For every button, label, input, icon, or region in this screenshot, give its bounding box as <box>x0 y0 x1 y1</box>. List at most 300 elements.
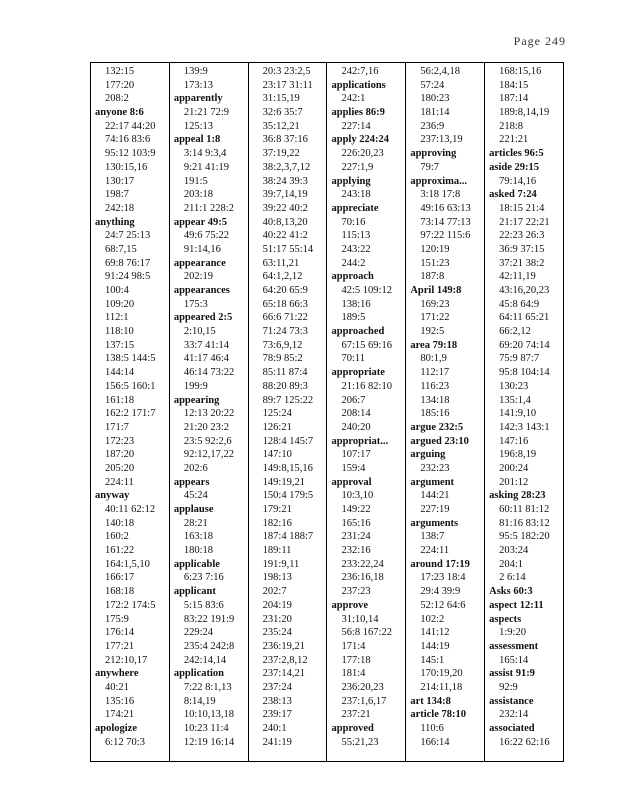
index-reference: 39:22 40:2 <box>262 202 308 214</box>
index-reference: 189:5 <box>341 312 366 324</box>
index-reference: 109:20 <box>105 298 135 310</box>
index-reference: 144:21 <box>420 490 450 502</box>
index-reference: 43:16,20,23 <box>499 285 550 296</box>
index-column-2 <box>169 63 248 761</box>
index-column-6 <box>484 63 563 761</box>
index-reference: 237:1,6,17 <box>341 695 387 707</box>
index-term: appearances <box>173 285 230 296</box>
index-reference: 164:1,5,10 <box>105 558 150 570</box>
index-reference: 149:8,15,16 <box>262 462 313 474</box>
index-reference: 177:20 <box>105 79 135 91</box>
index-reference: 151:23 <box>420 257 450 269</box>
index-reference: 185:16 <box>420 408 450 420</box>
index-term: appeared 2:5 <box>173 312 233 324</box>
index-term: arguments <box>410 517 459 529</box>
index-reference: 107:17 <box>341 449 371 461</box>
index-reference: 232:14 <box>499 709 529 721</box>
index-term: applies 86:9 <box>331 107 385 119</box>
index-reference: 128:4 145:7 <box>262 435 314 447</box>
index-reference: 161:18 <box>105 394 135 406</box>
index-reference: 149:22 <box>341 504 371 515</box>
index-reference: 3:14 9:3,4 <box>183 148 227 160</box>
index-term: argue 232:5 <box>410 421 464 433</box>
index-reference: 78:9 85:2 <box>262 353 303 365</box>
index-reference: 130:15,16 <box>105 161 148 173</box>
index-reference: 141:12 <box>420 627 450 639</box>
index-reference: 73:14 77:13 <box>420 216 471 228</box>
index-reference: 192:5 <box>420 326 445 338</box>
index-reference: 202:19 <box>183 271 213 283</box>
index-reference: 214:11,18 <box>420 681 463 693</box>
index-reference: 212:10,17 <box>105 654 148 666</box>
index-term: associated <box>489 723 535 734</box>
index-term: Asks 60:3 <box>489 586 533 598</box>
index-term: approving <box>410 148 457 160</box>
index-reference: 64:1,2,12 <box>262 271 303 283</box>
index-reference: 12:19 16:14 <box>183 736 235 748</box>
index-reference: 170:19,20 <box>420 668 463 680</box>
index-reference: 203:18 <box>183 189 213 201</box>
index-reference: 31:15,19 <box>262 93 300 105</box>
index-reference: 159:4 <box>341 462 366 474</box>
index-reference: 132:15 <box>105 66 135 77</box>
index-reference: 199:9 <box>183 380 208 392</box>
index-reference: 231:20 <box>262 613 292 625</box>
index-reference: 176:14 <box>105 627 135 639</box>
index-reference: 241:19 <box>262 736 292 748</box>
index-term: apologize <box>95 723 137 734</box>
index-reference: 9:21 41:19 <box>183 161 230 173</box>
index-reference: 187:14 <box>499 93 529 105</box>
index-term: arguing <box>410 449 446 461</box>
index-reference: 10:3,10 <box>341 490 374 502</box>
index-reference: 21:17 22:21 <box>499 216 550 228</box>
index-reference: 57:24 <box>420 79 445 91</box>
index-reference: 208:2 <box>105 93 129 105</box>
index-reference: 21:16 82:10 <box>341 380 392 392</box>
index-reference: 39:7,14,19 <box>262 189 308 201</box>
index-reference: 73:6,9,12 <box>262 339 303 351</box>
index-reference: 142:3 143:1 <box>499 421 550 433</box>
index-reference: 237:14,21 <box>262 668 305 680</box>
index-reference: 211:1 228:2 <box>183 202 234 214</box>
index-reference: 92:12,17,22 <box>183 449 234 461</box>
index-reference: 173:13 <box>183 79 213 91</box>
index-reference: 66:2,12 <box>499 326 531 338</box>
index-term: articles 96:5 <box>489 148 544 160</box>
index-term: anything <box>95 216 135 228</box>
index-reference: 40:22 41:2 <box>262 230 308 242</box>
index-reference: 141:9,10 <box>499 408 537 420</box>
index-reference: 33:7 41:14 <box>183 339 230 351</box>
index-reference: 12:13 20:22 <box>183 408 235 420</box>
index-reference: 36:8 37:16 <box>262 134 308 146</box>
index-reference: 236:19,21 <box>262 640 305 652</box>
index-reference: 56:2,4,18 <box>420 66 460 77</box>
index-reference: 80:1,9 <box>420 353 447 365</box>
index-reference: 49:6 75:22 <box>183 230 230 242</box>
index-reference: 232:16 <box>341 545 371 557</box>
index-reference: 37:21 38:2 <box>499 257 545 269</box>
index-reference: 64:20 65:9 <box>262 285 308 296</box>
index-reference: 226:20,23 <box>341 148 384 160</box>
index-reference: 125:24 <box>262 408 292 420</box>
index-reference: 20:3 23:2,5 <box>262 66 311 77</box>
index-reference: 18:15 21:4 <box>499 202 545 214</box>
index-term: applicable <box>173 558 220 570</box>
index-reference: 115:13 <box>341 230 371 242</box>
index-reference: 42:5 109:12 <box>341 285 392 296</box>
index-reference: 52:12 64:6 <box>420 599 466 611</box>
index-reference: 218:8 <box>499 120 524 132</box>
index-reference: 169:23 <box>420 298 450 310</box>
index-reference: 175:9 <box>105 613 129 625</box>
index-reference: 6:23 7:16 <box>183 572 224 584</box>
index-reference: 221:21 <box>499 134 529 146</box>
index-reference: 144:19 <box>420 640 450 652</box>
index-reference: 112:1 <box>105 312 129 324</box>
index-reference: 165:14 <box>499 654 529 666</box>
index-reference: 70:16 <box>341 216 366 228</box>
index-reference: 89:7 125:22 <box>262 394 314 406</box>
index-reference: 198:13 <box>262 572 292 584</box>
index-reference: 49:16 63:13 <box>420 202 471 214</box>
index-reference: 8:14,19 <box>183 695 216 707</box>
index-term: approve <box>331 599 369 611</box>
index-reference: 206:7 <box>341 394 366 406</box>
index-reference: 126:21 <box>262 421 292 433</box>
index-reference: 166:14 <box>420 736 450 748</box>
index-reference: 239:17 <box>262 709 292 721</box>
index-term: approxima... <box>410 175 468 187</box>
index-reference: 55:21,23 <box>341 736 379 748</box>
index-reference: 112:17 <box>420 367 450 379</box>
index-reference: 116:23 <box>420 380 450 392</box>
index-reference: 139:9 <box>183 66 208 77</box>
index-reference: 125:13 <box>183 120 213 132</box>
index-reference: 45:8 64:9 <box>499 298 540 310</box>
index-reference: 135:16 <box>105 695 135 707</box>
index-reference: 235:24 <box>262 627 292 639</box>
index-reference: 162:2 171:7 <box>105 408 156 420</box>
index-reference: 205:20 <box>105 462 135 474</box>
index-reference: 243:22 <box>341 243 371 255</box>
index-reference: 137:15 <box>105 339 135 351</box>
index-reference: 242:14,14 <box>183 654 227 666</box>
index-reference: 75:9 87:7 <box>499 353 540 365</box>
index-reference: 97:22 115:6 <box>420 230 471 242</box>
index-reference: 22:23 26:3 <box>499 230 545 242</box>
index-term: apparently <box>173 93 223 105</box>
index-reference: 187:20 <box>105 449 135 461</box>
index-reference: 243:18 <box>341 189 371 201</box>
index-reference: 60:11 81:12 <box>499 504 550 515</box>
index-term: anyone 8:6 <box>95 107 144 119</box>
index-reference: 68:7,15 <box>105 243 137 255</box>
index-reference: 51:17 55:14 <box>262 243 314 255</box>
index-reference: 177:18 <box>341 654 371 666</box>
index-reference: 224:11 <box>420 545 450 557</box>
index-reference: 69:20 74:14 <box>499 339 550 351</box>
index-term: assistance <box>489 695 534 707</box>
index-reference: 79:7 <box>420 161 439 173</box>
index-reference: 69:8 76:17 <box>105 257 151 269</box>
index-term: art 134:8 <box>410 695 451 707</box>
index-reference: 240:20 <box>341 421 371 433</box>
index-reference: 22:17 44:20 <box>105 120 156 132</box>
index-reference: 79:14,16 <box>499 175 537 187</box>
index-reference: 134:18 <box>420 394 450 406</box>
index-reference: 28:21 <box>183 517 208 529</box>
index-reference: 31:10,14 <box>341 613 379 625</box>
index-term: aspects <box>489 613 522 625</box>
index-reference: 187:8 <box>420 271 445 283</box>
index-term: asking 28:23 <box>489 490 546 502</box>
index-reference: 191:5 <box>183 175 208 187</box>
index-reference: 181:14 <box>420 107 450 119</box>
index-reference: 67:15 69:16 <box>341 339 392 351</box>
index-reference: 118:10 <box>105 326 134 338</box>
index-reference: 232:23 <box>420 462 450 474</box>
index-reference: 229:24 <box>183 627 213 639</box>
index-reference: 172:23 <box>105 435 135 447</box>
index-term: appropriat... <box>331 435 389 447</box>
index-reference: 171:4 <box>341 640 366 652</box>
index-reference: 231:24 <box>341 531 371 543</box>
index-term: appearance <box>173 257 226 269</box>
index-reference: 203:24 <box>499 545 529 557</box>
index-reference: 40:11 62:12 <box>105 504 156 515</box>
index-reference: 2:10,15 <box>183 326 216 338</box>
index-reference: 240:1 <box>262 723 287 734</box>
index-reference: 166:17 <box>105 572 135 584</box>
index-reference: 46:14 73:22 <box>183 367 235 379</box>
index-reference: 102:2 <box>420 613 445 625</box>
index-reference: 224:11 <box>105 476 134 488</box>
index-reference: 56:8 167:22 <box>341 627 392 639</box>
index-reference: 204:19 <box>262 599 292 611</box>
index-reference: 182:16 <box>262 517 292 529</box>
index-reference: 95:8 104:14 <box>499 367 550 379</box>
index-reference: 144:14 <box>105 367 135 379</box>
index-reference: 175:3 <box>183 298 208 310</box>
index-term: around 17:19 <box>410 558 470 570</box>
index-reference: 181:4 <box>341 668 366 680</box>
index-reference: 149:19,21 <box>262 476 305 488</box>
index-term: applicant <box>173 586 216 598</box>
index-reference: 138:5 144:5 <box>105 353 156 365</box>
index-term: anyway <box>95 490 130 502</box>
index-reference: 171:7 <box>105 421 129 433</box>
index-reference: 110:6 <box>420 723 444 734</box>
index-reference: 10:23 11:4 <box>183 723 229 734</box>
index-term: argument <box>410 476 455 488</box>
index-reference: 37:19,22 <box>262 148 300 160</box>
index-term: assist 91:9 <box>489 668 535 680</box>
index-reference: 3:18 17:8 <box>420 189 461 201</box>
index-reference: 180:18 <box>183 545 213 557</box>
index-term: April 149:8 <box>410 285 462 296</box>
index-term: application <box>173 668 225 680</box>
index-reference: 184:15 <box>499 79 529 91</box>
index-term: assessment <box>489 640 539 652</box>
index-term: applications <box>331 79 386 91</box>
index-reference: 1:9:20 <box>499 627 526 639</box>
index-term: appreciate <box>331 202 379 214</box>
index-reference: 42:11,19 <box>499 271 536 283</box>
index-reference: 161:22 <box>105 545 135 557</box>
index-reference: 208:14 <box>341 408 371 420</box>
index-term: article 78:10 <box>410 709 466 721</box>
index-reference: 36:9 37:15 <box>499 243 545 255</box>
index-column-3 <box>248 63 327 761</box>
index-reference: 32:6 35:7 <box>262 107 303 119</box>
index-reference: 237:23 <box>341 586 371 598</box>
index-reference: 168:15,16 <box>499 66 542 77</box>
index-reference: 236:9 <box>420 120 445 132</box>
index-reference: 21:21 72:9 <box>183 107 230 119</box>
index-column-4 <box>326 63 405 761</box>
index-reference: 91:14,16 <box>183 243 221 255</box>
index-term: applause <box>173 504 214 515</box>
index-reference: 45:24 <box>183 490 208 502</box>
index-reference: 145:1 <box>420 654 445 666</box>
index-reference: 242:7,16 <box>341 66 379 77</box>
index-reference: 95:12 103:9 <box>105 148 156 160</box>
index-reference: 237:21 <box>341 709 371 721</box>
index-reference: 227:1,9 <box>341 161 374 173</box>
index-reference: 95:5 182:20 <box>499 531 550 543</box>
index-term: appears <box>173 476 210 488</box>
index-reference: 198:7 <box>105 189 129 201</box>
index-reference: 88:20 89:3 <box>262 380 308 392</box>
index-reference: 140:18 <box>105 517 135 529</box>
index-reference: 138:7 <box>420 531 445 543</box>
index-reference: 85:11 87:4 <box>262 367 308 379</box>
index-reference: 179:21 <box>262 504 292 515</box>
index-reference: 5:15 83:6 <box>183 599 224 611</box>
index-reference: 120:19 <box>420 243 450 255</box>
index-reference: 168:18 <box>105 586 135 598</box>
index-reference: 70:11 <box>341 353 366 365</box>
index-reference: 191:9,11 <box>262 558 300 570</box>
index-term: argued 23:10 <box>410 435 469 447</box>
index-reference: 40:21 <box>105 681 129 693</box>
index-reference: 74:16 83:6 <box>105 134 151 146</box>
index-reference: 156:5 160:1 <box>105 380 156 392</box>
index-reference: 150:4 179:5 <box>262 490 314 502</box>
index-reference: 66:6 71:22 <box>262 312 308 324</box>
index-reference: 196:8,19 <box>499 449 537 461</box>
index-reference: 81:16 83:12 <box>499 517 550 529</box>
index-reference: 180:23 <box>420 93 450 105</box>
index-term: aspect 12:11 <box>489 599 544 611</box>
index-column-1 <box>91 63 169 761</box>
index-reference: 38:2,3,7,12 <box>262 161 311 173</box>
index-reference: 100:4 <box>105 285 129 296</box>
index-reference: 21:20 23:2 <box>183 421 230 433</box>
index-reference: 163:18 <box>183 531 213 543</box>
index-reference: 71:24 73:3 <box>262 326 308 338</box>
index-term: apply 224:24 <box>331 134 389 146</box>
index-reference: 236:20,23 <box>341 681 384 693</box>
index-reference: 202:7 <box>262 586 287 598</box>
index-reference: 171:22 <box>420 312 450 324</box>
index-reference: 227:19 <box>420 504 450 515</box>
index-reference: 174:21 <box>105 709 135 721</box>
index-term: approach <box>331 271 374 283</box>
index-reference: 64:11 65:21 <box>499 312 550 324</box>
index-reference: 244:2 <box>341 257 366 269</box>
index-reference: 130:23 <box>499 380 529 392</box>
page-number-label: Page 249 <box>513 34 566 48</box>
index-reference: 189:11 <box>262 545 292 557</box>
index-reference: 236:16,18 <box>341 572 384 584</box>
index-reference: 17:23 18:4 <box>420 572 466 584</box>
index-reference: 6:12 70:3 <box>105 736 145 748</box>
index-reference: 40:8,13,20 <box>262 216 308 228</box>
index-reference: 63:11,21 <box>262 257 300 269</box>
index-reference: 7:22 8:1,13 <box>183 681 232 693</box>
index-column-5 <box>405 63 484 761</box>
index-reference: 147:10 <box>262 449 292 461</box>
index-reference: 172:2 174:5 <box>105 599 156 611</box>
index-reference: 237:24 <box>262 681 292 693</box>
index-reference: 200:24 <box>499 462 529 474</box>
index-reference: 189:8,14,19 <box>499 107 550 119</box>
word-index-table <box>90 62 564 762</box>
index-reference: 147:16 <box>499 435 529 447</box>
index-term: appeal 1:8 <box>173 134 221 146</box>
index-reference: 16:22 62:16 <box>499 736 550 748</box>
index-reference: 237:13,19 <box>420 134 463 146</box>
index-term: asked 7:24 <box>489 189 537 201</box>
index-reference: 130:17 <box>105 175 135 187</box>
index-term: applying <box>331 175 371 187</box>
index-reference: 160:2 <box>105 531 129 543</box>
index-reference: 35:12,21 <box>262 120 300 132</box>
index-reference: 165:16 <box>341 517 371 529</box>
index-reference: 29:4 39:9 <box>420 586 461 598</box>
index-reference: 2 6:14 <box>499 572 526 584</box>
index-term: area 79:18 <box>410 339 458 351</box>
index-reference: 238:13 <box>262 695 292 707</box>
index-term: anywhere <box>95 668 139 680</box>
index-reference: 202:6 <box>183 462 208 474</box>
index-reference: 138:16 <box>341 298 371 310</box>
index-reference: 233:22,24 <box>341 558 384 570</box>
index-reference: 65:18 66:3 <box>262 298 308 310</box>
index-reference: 235:4 242:8 <box>183 640 235 652</box>
index-reference: 24:7 25:13 <box>105 230 151 242</box>
index-reference: 10:10,13,18 <box>183 709 234 721</box>
index-reference: 201:12 <box>499 476 529 488</box>
index-reference: 23:17 31:11 <box>262 79 313 91</box>
index-reference: 204:1 <box>499 558 524 570</box>
index-reference: 92:9 <box>499 681 518 693</box>
index-term: approved <box>331 723 374 734</box>
index-term: aside 29:15 <box>489 161 540 173</box>
index-reference: 242:18 <box>105 202 135 214</box>
index-reference: 135:1,4 <box>499 394 531 406</box>
index-reference: 23:5 92:2,6 <box>183 435 232 447</box>
index-reference: 83:22 191:9 <box>183 613 235 625</box>
index-term: appropriate <box>331 367 385 379</box>
index-reference: 38:24 39:3 <box>262 175 308 187</box>
index-term: approval <box>331 476 372 488</box>
index-reference: 177:21 <box>105 640 135 652</box>
index-term: appear 49:5 <box>173 216 228 228</box>
